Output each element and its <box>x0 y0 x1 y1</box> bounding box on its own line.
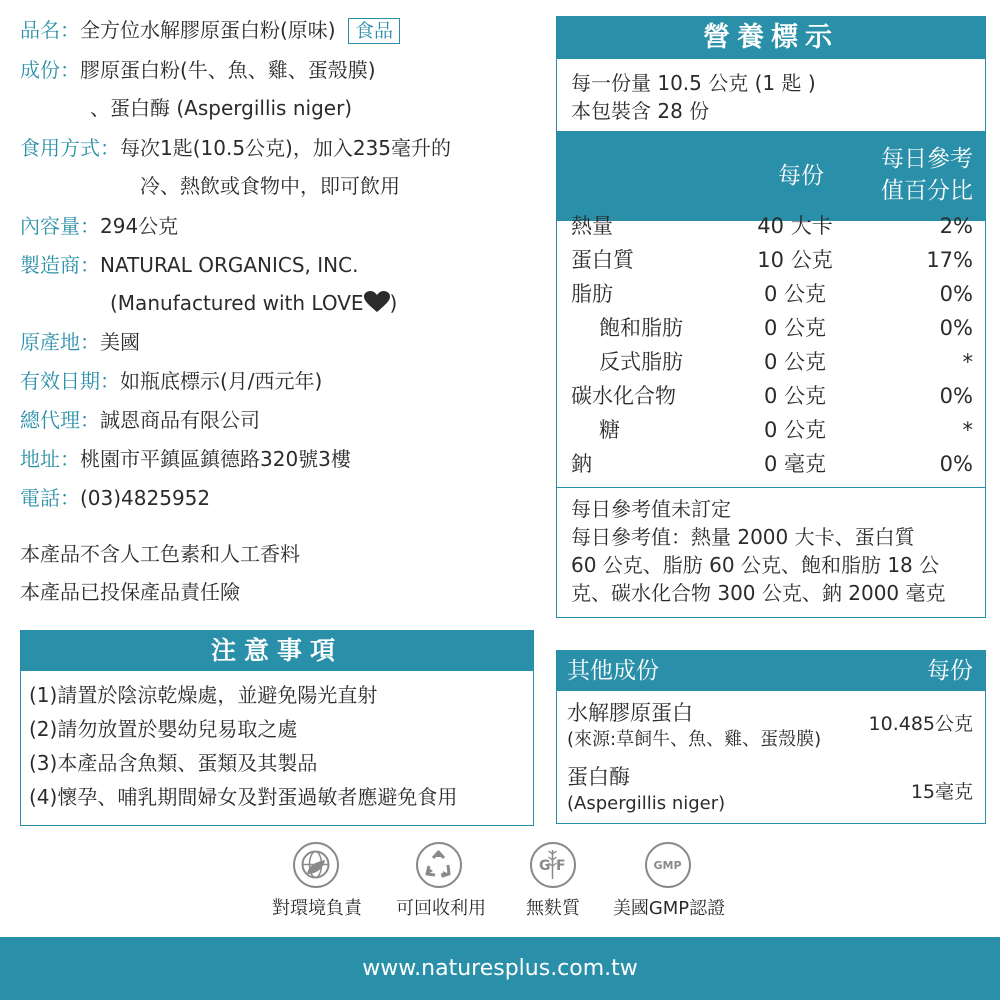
daily-value-note: 每日參考值未訂定 <box>571 497 731 521</box>
agent-line <box>20 406 260 434</box>
cert-label-gluten-free: 無麩質 <box>526 898 580 919</box>
nutrient-daily-value: 0% <box>939 452 973 476</box>
caution-item: (2)請勿放置於嬰幼兒易取之處 <box>29 717 298 741</box>
nutrient-name: 糖 <box>599 418 620 442</box>
nutrient-row <box>557 243 985 277</box>
ingredients-value: 膠原蛋白粉(牛、魚、雞、蛋殼膜) <box>80 58 376 82</box>
svg-text:F: F <box>556 858 566 874</box>
address-value: 桃園市平鎮區鎮德路320號3樓 <box>80 447 351 471</box>
caution-title: 注意事項 <box>21 631 533 671</box>
cert-label-gmp: 美國GMP認證 <box>612 898 726 919</box>
nutrition-title: 營養標示 <box>557 17 985 59</box>
nutrient-daily-value: * <box>962 418 973 442</box>
content-label: 內容量： <box>20 214 100 238</box>
nutrient-amount: 0 公克 <box>763 384 827 408</box>
other-ingredient-source: (來源:草飼牛、魚、雞、蛋殼膜) <box>567 729 822 750</box>
ingredients-line-2: 、蛋白酶 (Aspergillis niger) <box>90 96 353 120</box>
agent-label: 總代理： <box>20 408 100 432</box>
usage-line-2: 冷、熱飲或食物中，即可飲用 <box>140 174 400 198</box>
nutrient-row <box>557 413 985 447</box>
origin-line <box>20 328 140 356</box>
maker-value: NATURAL ORGANICS, INC. <box>100 253 359 277</box>
daily-value-header-line2: 值百分比 <box>881 178 973 204</box>
nutrient-name: 反式脂肪 <box>599 350 683 374</box>
nutrient-daily-value: * <box>962 350 973 374</box>
expiry-value: 如瓶底標示(月/西元年) <box>120 369 323 393</box>
maker-label: 製造商： <box>20 253 100 277</box>
nutrient-amount: 0 公克 <box>763 418 827 442</box>
product-name-label: 品名： <box>20 18 80 42</box>
nutrient-name: 飽和脂肪 <box>599 316 683 340</box>
website-link[interactable]: www.naturesplus.com.tw <box>362 956 638 981</box>
agent-value: 誠恩商品有限公司 <box>100 408 260 432</box>
daily-value-header-line1: 每日參考 <box>881 146 973 172</box>
gmp-icon <box>645 842 691 888</box>
nutrient-name: 碳水化合物 <box>571 384 676 408</box>
footer-bar <box>0 937 1000 1000</box>
other-ingredients-box <box>556 650 986 824</box>
usage-label: 食用方式： <box>20 136 120 160</box>
cert-label-environment: 對環境負責 <box>272 898 362 919</box>
address-label: 地址： <box>20 447 80 471</box>
phone-label: 電話： <box>20 486 80 510</box>
heart-icon <box>364 291 390 320</box>
maker-line-2 <box>110 289 397 320</box>
nutrient-name: 鈉 <box>571 452 592 476</box>
phone-value: (03)4825952 <box>80 486 211 510</box>
other-ingredient-amount: 15毫克 <box>910 781 973 803</box>
product-name-line <box>20 16 400 44</box>
nutrient-daily-value: 17% <box>926 248 973 272</box>
other-ingredients-title: 其他成份 <box>567 658 659 684</box>
nutrient-row <box>557 209 985 243</box>
caution-box <box>20 630 534 826</box>
notice-no-artificial: 本產品不含人工色素和人工香料 <box>20 542 300 566</box>
nutrient-daily-value: 2% <box>939 214 973 238</box>
nutrient-name: 脂肪 <box>571 282 613 306</box>
nutrient-daily-value: 0% <box>939 384 973 408</box>
nutrient-amount: 0 公克 <box>763 350 827 374</box>
nutrient-name: 熱量 <box>571 214 613 238</box>
nutrient-name: 蛋白質 <box>571 248 634 272</box>
daily-value-note: 每日參考值：熱量 2000 大卡、蛋白質 <box>571 525 915 549</box>
maker-line <box>20 251 358 279</box>
maker-note: (Manufactured with LOVE <box>110 291 364 315</box>
other-ingredient-name: 蛋白酶 <box>567 765 630 789</box>
nutrient-row <box>557 277 985 311</box>
expiry-line <box>20 367 322 395</box>
other-ingredients-header <box>557 651 985 691</box>
gluten-free-icon <box>530 842 576 888</box>
daily-value-header <box>863 143 973 207</box>
nutrient-row <box>557 379 985 413</box>
caution-item: (1)請置於陰涼乾燥處，並避免陽光直射 <box>29 683 378 707</box>
address-line <box>20 445 351 473</box>
ingredients-line <box>20 56 376 84</box>
notice-insurance: 本產品已投保產品責任險 <box>20 580 240 604</box>
serving-size: 每一份量 10.5 公克 (1 匙 ) <box>571 71 816 95</box>
origin-label: 原產地： <box>20 330 100 354</box>
nutrition-divider <box>557 487 985 488</box>
servings-per-package: 本包裝含 28 份 <box>571 99 710 123</box>
origin-value: 美國 <box>100 330 140 354</box>
cert-label-recyclable: 可回收利用 <box>396 898 486 919</box>
nutrient-amount: 0 毫克 <box>763 452 827 476</box>
nutrient-amount: 0 公克 <box>763 282 827 306</box>
nutrient-row <box>557 311 985 345</box>
daily-value-note: 60 公克、脂肪 60 公克、飽和脂肪 18 公 <box>571 553 940 577</box>
other-per-serving: 每份 <box>927 658 973 684</box>
other-ingredient-source: (Aspergillis niger) <box>567 793 726 814</box>
daily-value-note: 克、碳水化合物 300 公克、鈉 2000 毫克 <box>571 581 946 605</box>
food-tag: 食品 <box>348 18 400 44</box>
ingredients-label: 成份： <box>20 58 80 82</box>
gf-mark: G <box>539 858 551 874</box>
product-name: 全方位水解膠原蛋白粉(原味) <box>80 18 336 42</box>
recycle-icon <box>416 842 462 888</box>
usage-line <box>20 134 451 162</box>
caution-item: (4)懷孕、哺乳期間婦女及對蛋過敏者應避免食用 <box>29 785 458 809</box>
nutrient-row <box>557 447 985 481</box>
nutrient-daily-value: 0% <box>939 282 973 306</box>
other-ingredient-amount: 10.485公克 <box>868 713 973 735</box>
caution-item: (3)本產品含魚類、蛋類及其製品 <box>29 751 318 775</box>
nutrient-amount: 10 公克 <box>757 248 833 272</box>
content-line <box>20 212 178 240</box>
nutrient-amount: 0 公克 <box>763 316 827 340</box>
nutrient-amount: 40 大卡 <box>757 214 833 238</box>
globe-leaf-icon <box>293 842 339 888</box>
nutrition-facts-box <box>556 16 986 618</box>
usage-value: 每次1匙(10.5公克)，加入235毫升的 <box>120 136 452 160</box>
nutrient-daily-value: 0% <box>939 316 973 340</box>
expiry-label: 有效日期： <box>20 369 120 393</box>
phone-line <box>20 484 210 512</box>
gmp-mark: GMP <box>653 859 682 872</box>
nutrient-row <box>557 345 985 379</box>
other-ingredient-name: 水解膠原蛋白 <box>567 701 693 725</box>
per-serving-header: 每份 <box>778 163 824 189</box>
content-value: 294公克 <box>100 214 179 238</box>
nutrition-column-header <box>557 131 985 221</box>
maker-note-close: ) <box>389 291 398 315</box>
